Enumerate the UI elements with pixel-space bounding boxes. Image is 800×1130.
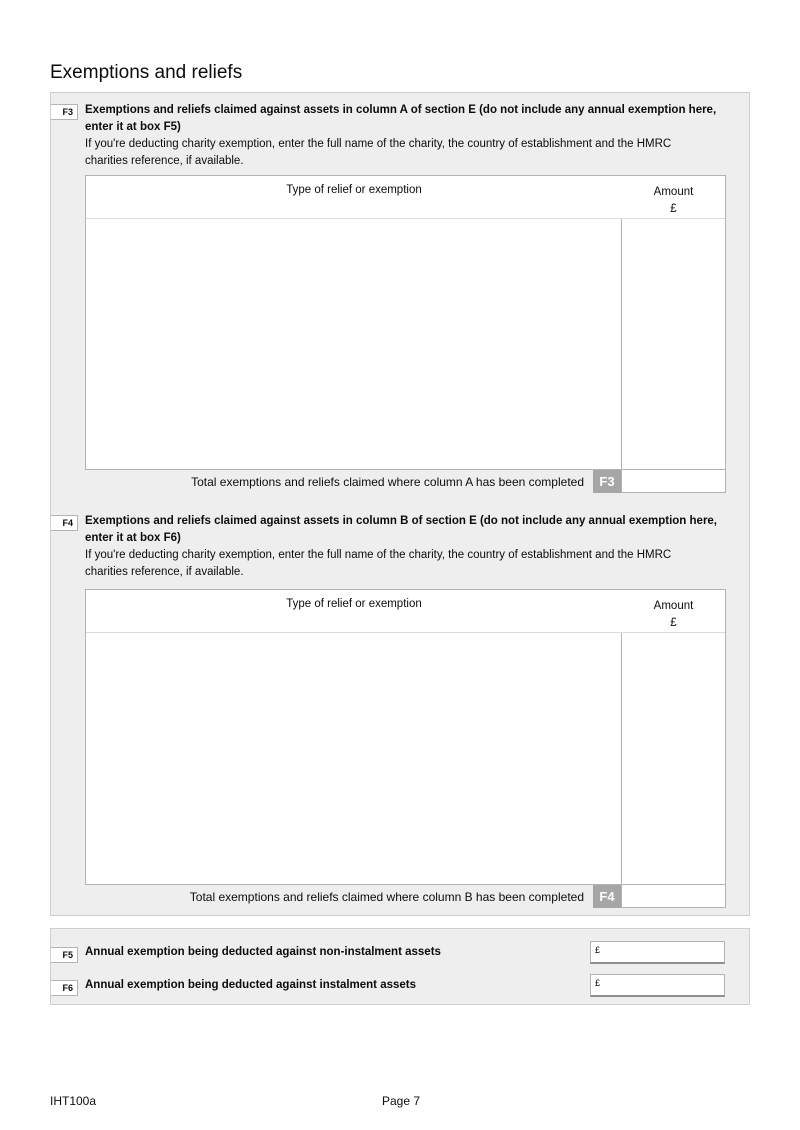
relief-table-f4 [85, 589, 726, 885]
form-reference: IHT100a [50, 1094, 97, 1108]
currency-symbol: £ [595, 945, 601, 955]
amount-entry-area[interactable] [622, 219, 725, 470]
amount-label: Amount [653, 600, 694, 612]
question-f3-title: Exemptions and reliefs claimed against assets in column A of section E (do not include any annual exemption here, enter it at box F5) [85, 104, 717, 133]
total-input-f3[interactable] [621, 470, 726, 493]
amount-entry-area[interactable] [622, 633, 725, 885]
question-f4 [85, 513, 725, 581]
amount-label: Amount [653, 186, 694, 198]
box-code-f4: F4 [51, 515, 78, 531]
currency-symbol: £ [595, 978, 601, 988]
total-input-f4[interactable] [621, 885, 726, 908]
column-header-type: Type of relief or exemption [286, 598, 422, 610]
column-header-amount [622, 598, 725, 632]
annual-row-f6 [51, 974, 751, 997]
question-f4-note: If you're deducting charity exemption, enter the full name of the charity, the country of establishment and the HMRC charities reference, if available. [85, 549, 672, 578]
question-f3 [85, 102, 725, 170]
annual-input-f5[interactable] [590, 941, 725, 964]
exemptions-panel [50, 92, 750, 916]
question-f4-title: Exemptions and reliefs claimed against assets in column B of section E (do not include any annual exemption here, enter it at box F6) [85, 515, 718, 544]
total-label-f3: Total exemptions and reliefs claimed where column A has been completed [191, 475, 584, 489]
amount-unit: £ [670, 203, 677, 215]
type-entry-area[interactable] [86, 219, 622, 470]
box-code-f5: F5 [51, 947, 78, 963]
amount-unit: £ [670, 617, 677, 629]
box-code-f6: F6 [51, 980, 78, 996]
box-code-f3: F3 [51, 104, 78, 120]
type-entry-area[interactable] [86, 633, 622, 885]
question-f3-note: If you're deducting charity exemption, enter the full name of the charity, the country of establishment and the HMRC charities reference, if available. [85, 138, 672, 167]
annual-row-f5 [51, 941, 751, 964]
annual-exemption-panel [50, 928, 750, 1005]
page-title: Exemptions and reliefs [50, 62, 243, 83]
total-label-f4: Total exemptions and reliefs claimed where column B has been completed [189, 890, 584, 904]
total-code-f3: F3 [593, 470, 621, 493]
total-row-f4 [85, 885, 726, 908]
total-row-f3 [85, 470, 726, 493]
annual-label-f6: Annual exemption being deducted against instalment assets [85, 979, 417, 991]
column-header-type: Type of relief or exemption [286, 184, 422, 196]
relief-table-f3 [85, 175, 726, 470]
column-header-amount [622, 184, 725, 218]
total-code-f4: F4 [593, 885, 621, 908]
annual-label-f5: Annual exemption being deducted against non-instalment assets [85, 946, 441, 958]
annual-input-f6[interactable] [590, 974, 725, 997]
page-number: Page 7 [382, 1094, 421, 1108]
